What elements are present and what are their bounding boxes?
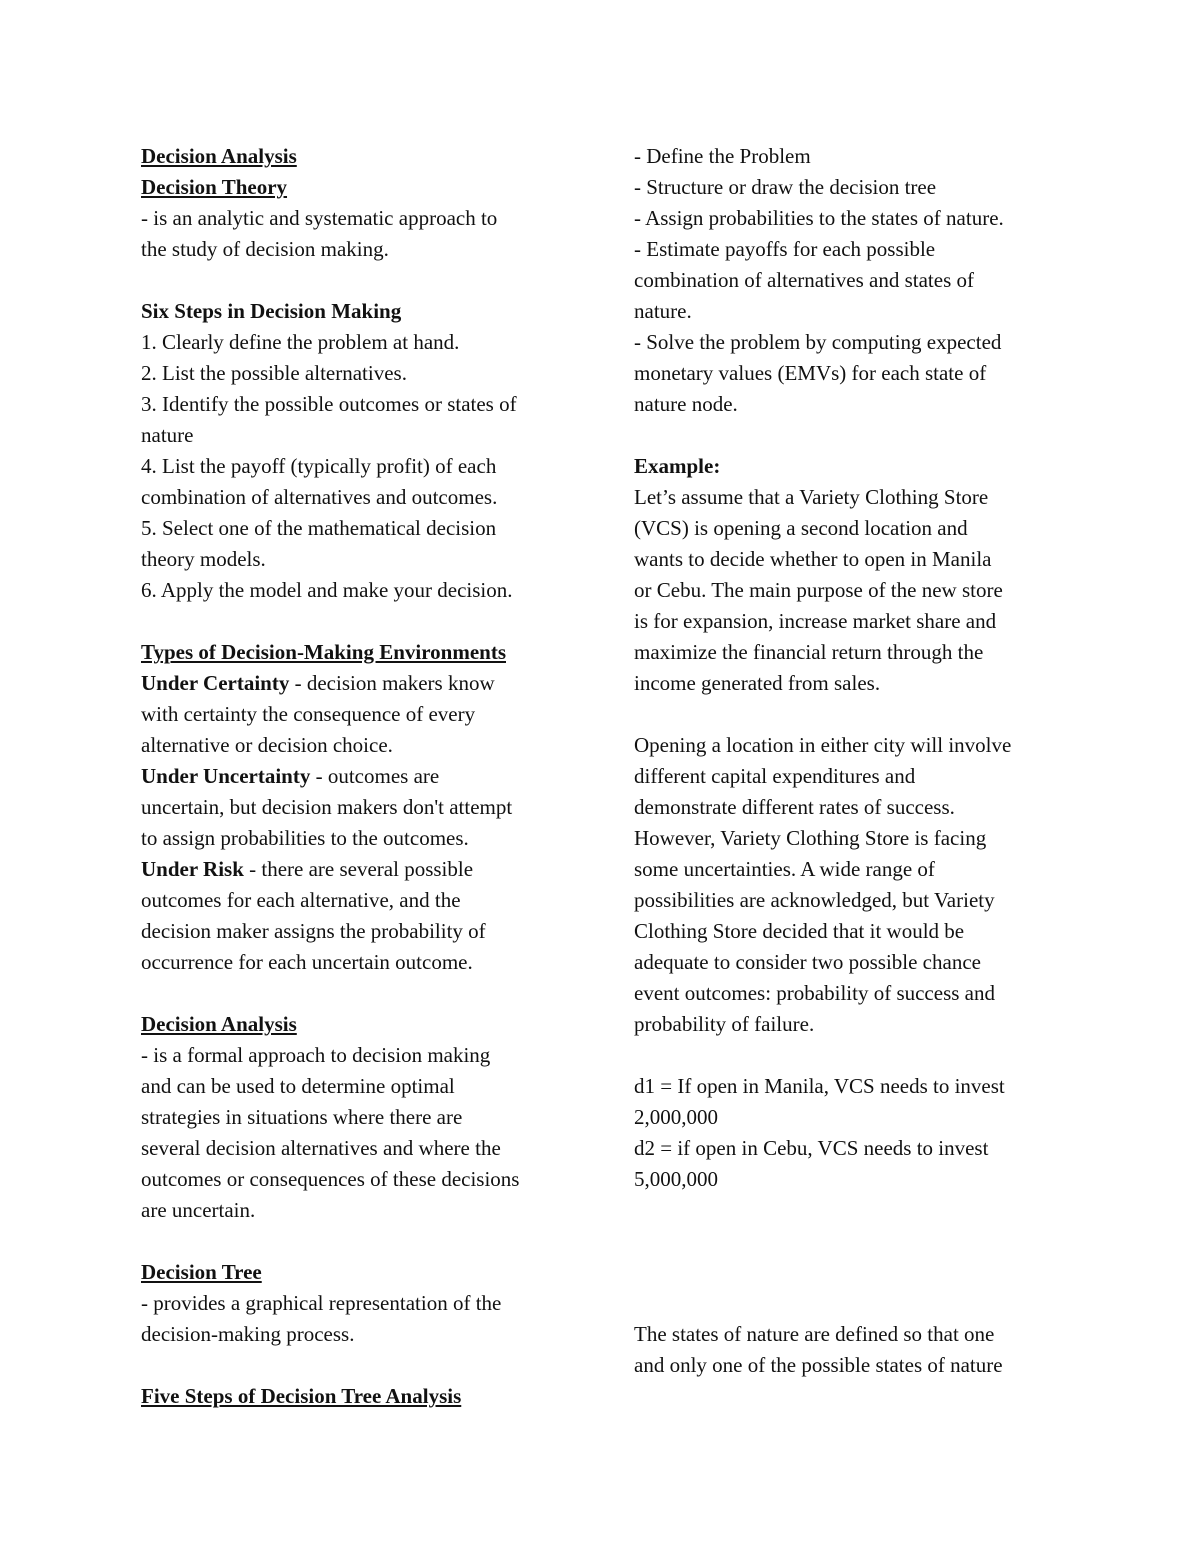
example-line: income generated from sales.: [634, 671, 881, 695]
example-line: maximize the financial return through the: [634, 640, 984, 664]
five-step-line: - Define the Problem: [634, 144, 811, 168]
example-line: event outcomes: probability of success and: [634, 981, 995, 1005]
decision-tree-heading: Decision Tree: [141, 1260, 262, 1284]
example-line: demonstrate different rates of success.: [634, 795, 955, 819]
theory-def-line: the study of decision making.: [141, 237, 389, 261]
five-step-line: - Estimate payoffs for each possible: [634, 237, 936, 261]
example-line: Clothing Store decided that it would be: [634, 919, 965, 943]
five-step-line: combination of alternatives and states of: [634, 268, 974, 292]
decision-line: 2,000,000: [634, 1105, 718, 1129]
uncertainty-term: Under Uncertainty: [141, 764, 311, 788]
tree-def-line: - provides a graphical representation of the: [141, 1291, 502, 1315]
certainty-line: [141, 668, 581, 699]
states-line: The states of nature are defined so that one: [634, 1322, 995, 1346]
six-step-line: combination of alternatives and outcomes.: [141, 485, 498, 509]
right-column: [634, 141, 1074, 1381]
six-step-line: nature: [141, 423, 194, 447]
example-line: However, Variety Clothing Store is facing: [634, 826, 987, 850]
example-line: probability of failure.: [634, 1012, 815, 1036]
uncertainty-text: - outcomes are: [310, 764, 440, 788]
six-step-line: 5. Select one of the mathematical decision: [141, 516, 497, 540]
example-line: wants to decide whether to open in Manila: [634, 547, 992, 571]
risk-text: - there are several possible: [243, 857, 474, 881]
environments-heading: Types of Decision-Making Environments: [141, 640, 506, 664]
decision-line: d2 = if open in Cebu, VCS needs to invest: [634, 1136, 989, 1160]
five-step-line: - Structure or draw the decision tree: [634, 175, 937, 199]
example-line: adequate to consider two possible chance: [634, 950, 981, 974]
uncertainty-line: [141, 761, 581, 792]
certainty-line: alternative or decision choice.: [141, 733, 393, 757]
doc-title: Decision Analysis: [141, 144, 297, 168]
six-step-line: theory models.: [141, 547, 266, 571]
five-step-line: monetary values (EMVs) for each state of: [634, 361, 987, 385]
analysis-def-line: - is a formal approach to decision making: [141, 1043, 491, 1067]
example-line: different capital expenditures and: [634, 764, 916, 788]
five-step-line: nature.: [634, 299, 692, 323]
theory-def-line: - is an analytic and systematic approach to: [141, 206, 498, 230]
decision-line: d1 = If open in Manila, VCS needs to invest: [634, 1074, 1005, 1098]
six-step-line: 4. List the payoff (typically profit) of each: [141, 454, 497, 478]
example-line: (VCS) is opening a second location and: [634, 516, 968, 540]
analysis-def-line: several decision alternatives and where the: [141, 1136, 501, 1160]
decision-analysis-heading: Decision Analysis: [141, 1012, 297, 1036]
five-step-line: - Solve the problem by computing expected: [634, 330, 1002, 354]
five-step-line: nature node.: [634, 392, 738, 416]
risk-term: Under Risk: [141, 857, 244, 881]
example-line: Opening a location in either city will involve: [634, 733, 1012, 757]
risk-line: occurrence for each uncertain outcome.: [141, 950, 473, 974]
uncertainty-line: uncertain, but decision makers don't attempt: [141, 795, 513, 819]
certainty-line: with certainty the consequence of every: [141, 702, 476, 726]
risk-line: decision maker assigns the probability of: [141, 919, 486, 943]
six-step-line: 6. Apply the model and make your decision.: [141, 578, 513, 602]
analysis-def-line: outcomes or consequences of these decisions: [141, 1167, 520, 1191]
six-step-line: 3. Identify the possible outcomes or states of: [141, 392, 517, 416]
analysis-def-line: and can be used to determine optimal: [141, 1074, 455, 1098]
certainty-term: Under Certainty: [141, 671, 290, 695]
decision-theory-heading: Decision Theory: [141, 175, 288, 199]
five-steps-heading: Five Steps of Decision Tree Analysis: [141, 1384, 462, 1408]
decision-line: 5,000,000: [634, 1167, 718, 1191]
example-heading: Example:: [634, 454, 721, 478]
six-step-line: 2. List the possible alternatives.: [141, 361, 407, 385]
five-step-line: - Assign probabilities to the states of nature.: [634, 206, 1004, 230]
left-column: [141, 141, 581, 1412]
example-line: or Cebu. The main purpose of the new store: [634, 578, 1003, 602]
six-steps-heading: Six Steps in Decision Making: [141, 299, 402, 323]
example-line: some uncertainties. A wide range of: [634, 857, 935, 881]
tree-def-line: decision-making process.: [141, 1322, 355, 1346]
example-line: Let’s assume that a Variety Clothing Store: [634, 485, 989, 509]
six-step-line: 1. Clearly define the problem at hand.: [141, 330, 460, 354]
certainty-text: - decision makers know: [289, 671, 495, 695]
analysis-def-line: are uncertain.: [141, 1198, 256, 1222]
risk-line: outcomes for each alternative, and the: [141, 888, 461, 912]
states-line: and only one of the possible states of nature: [634, 1353, 1003, 1377]
risk-line: [141, 854, 581, 885]
analysis-def-line: strategies in situations where there are: [141, 1105, 463, 1129]
example-line: is for expansion, increase market share and: [634, 609, 997, 633]
uncertainty-line: to assign probabilities to the outcomes.: [141, 826, 469, 850]
example-line: possibilities are acknowledged, but Variety: [634, 888, 995, 912]
